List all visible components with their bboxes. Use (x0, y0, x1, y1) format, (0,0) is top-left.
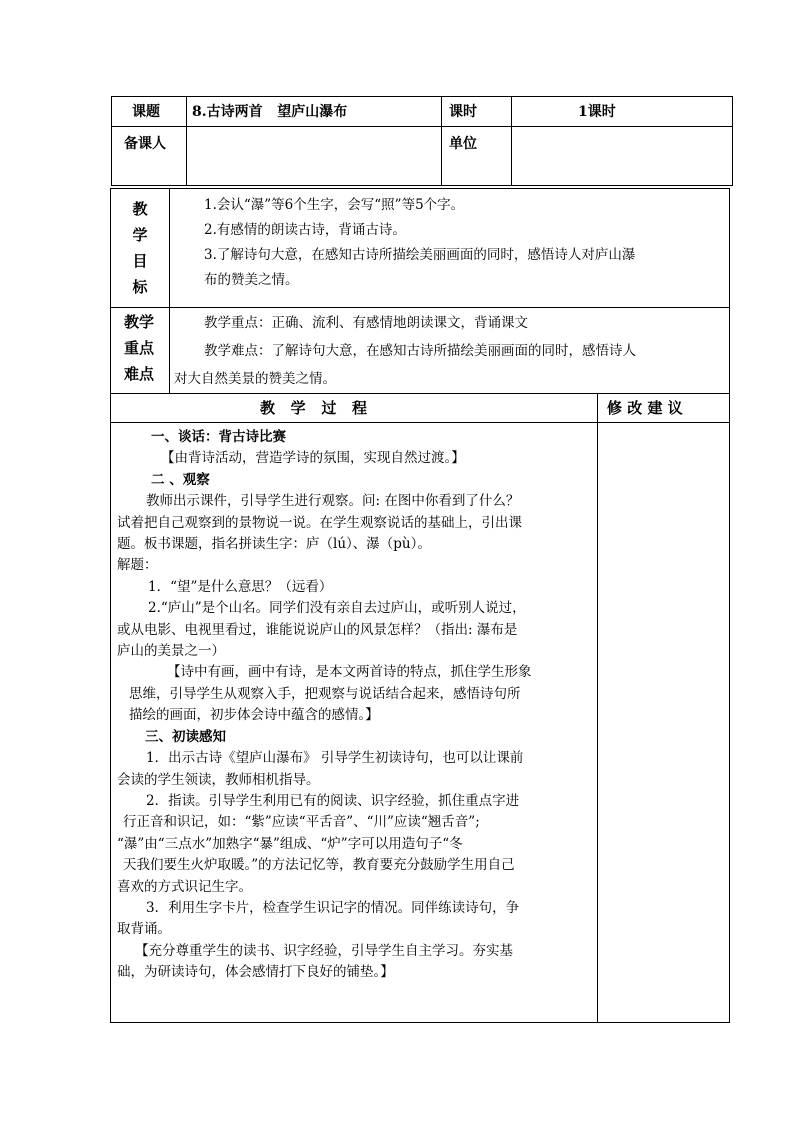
process-line: 【诗中有画，画中有诗，是本文两首诗的特点，抓住学生形象 (167, 664, 532, 681)
process-line: 庐山的美景之一） (117, 643, 225, 660)
objective-line: 布的赞美之情。 (204, 272, 299, 288)
process-line: 喜欢的方式识记生字。 (117, 878, 252, 895)
process-body (117, 427, 597, 984)
keypoints-label (116, 309, 162, 387)
section-heading: 三、初读感知 (145, 728, 226, 745)
keypoint-line: 对大自然美景的赞美之情。 (174, 371, 336, 387)
section-heading: 一、谈话：背古诗比赛 (151, 429, 286, 445)
process-line: 思维，引导学生从观察入手，把观察与说话结合起来，感悟诗句所 (129, 685, 521, 702)
process-line: 会读的学生领读，教师相机指导。 (117, 771, 320, 788)
objective-line: 3.了解诗句大意，在感知古诗所描绘美丽画面的同时，感悟诗人对庐山瀑 (204, 247, 636, 263)
subject-label: 课题 (132, 104, 160, 120)
revision-column (598, 423, 729, 1022)
period-label: 课时 (449, 104, 477, 120)
process-line: 3．利用生字卡片，检查学生识记字的情况。同伴练读诗句，争 (146, 899, 520, 916)
process-line: 解题： (117, 557, 158, 574)
keypoint-line: 教学重点：正确、流利、有感情地朗读课文，背诵课文 (204, 315, 528, 331)
process-line: 础，为研读诗句，体会感情打下良好的铺垫。】 (117, 964, 394, 981)
objective-line: 2.有感情的朗读古诗，背诵古诗。 (204, 222, 406, 238)
process-line: 【充分尊重学生的读书、识字经验，引导学生自主学习。夯实基 (135, 942, 513, 959)
process-line: 2．指读。引导学生利用已有的阅读、识字经验，抓住重点字进 (146, 792, 520, 809)
keypoint-line: 教学难点：了解诗句大意，在感知古诗所描绘美丽画面的同时，感悟诗人 (204, 343, 636, 359)
revision-header: 修 改 建 议 (607, 399, 683, 417)
unit-label: 单位 (449, 136, 477, 152)
process-line: 取背诵。 (117, 921, 171, 938)
keypoints-text (174, 309, 728, 393)
objectives-label (128, 196, 152, 300)
keypoints-label-line: 难点 (123, 365, 154, 383)
objectives-label-char: 学 (132, 226, 148, 244)
process-line: 行正音和识记，如：“紫”应读“平舌音”、“川”应读“翘舌音”; (123, 814, 480, 831)
process-line: 【由背诗活动，营造学诗的氛围，实现自然过渡。】 (161, 450, 465, 467)
process-line: “瀑”由“三点水”加熟字“暴”组成、“炉”字可以用造句子“冬 (117, 835, 463, 852)
objectives-label-char: 目 (132, 252, 148, 270)
objectives-label-char: 标 (132, 278, 148, 296)
period-value: 1课时 (578, 104, 616, 120)
keypoints-label-line: 重点 (123, 339, 154, 357)
keypoints-label-line: 教学 (123, 313, 154, 331)
process-line: 试着把自己观察到的景物说一说。在学生观察说话的基础上，引出课 (117, 514, 522, 531)
preparer-label: 备课人 (124, 136, 166, 152)
objective-line: 1.会认“瀑”等6个生字，会写“照”等5个字。 (204, 197, 465, 213)
objectives-label-char: 教 (132, 200, 148, 218)
section-heading: 二 、观察 (151, 471, 210, 488)
process-line: 1．出示古诗《望庐山瀑布》 引导学生初读诗句，也可以让课前 (146, 750, 524, 767)
process-line: 或从电影、电视里看过，谁能说说庐山的风景怎样？（指出: 瀑布是 (117, 621, 518, 638)
process-line: 描绘的画面，初步体会诗中蕴含的感情。】 (129, 707, 379, 724)
process-line: 天我们要生火炉取暖。”的方法记忆等，教育要充分鼓励学生用自己 (123, 857, 515, 874)
process-line: 1．“望”是什么意思？（远看） (148, 578, 333, 595)
process-line: 教师出示课件，引导学生进行观察。问: 在图中你看到了什么？ (146, 493, 520, 510)
process-line: 2.“庐山”是个山名。同学们没有亲自去过庐山，或听别人说过， (148, 600, 526, 617)
objectives-text (204, 193, 728, 293)
subject-value: 8.古诗两首 望庐山瀑布 (192, 104, 348, 120)
process-header: 教 学 过 程 (260, 399, 367, 417)
process-line: 题。板书课题，指名拼读生字：庐（lú）、瀑（pù）。 (117, 536, 431, 553)
